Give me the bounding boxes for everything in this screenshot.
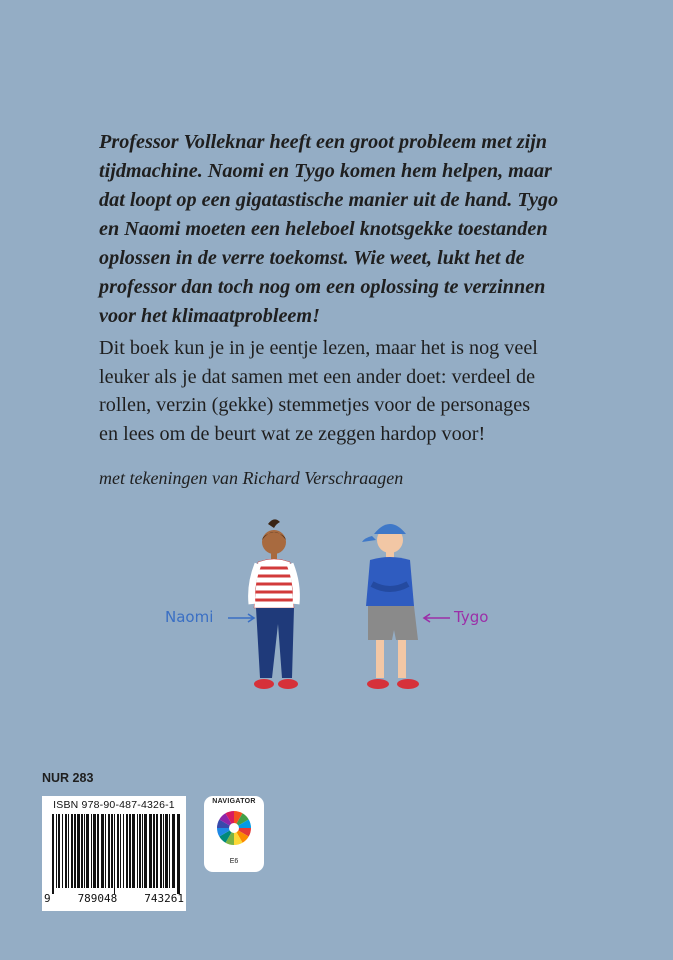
barcode-digit-group: 789048: [77, 892, 118, 905]
character-illustration: [150, 510, 510, 700]
arrow-icon: [424, 614, 450, 622]
tygo-label: Tygo: [454, 608, 489, 626]
barcode-bar: [58, 814, 60, 888]
barcode-bar: [68, 814, 69, 888]
description-line: rollen, verzin (gekke) stemmetjes voor de personages: [99, 394, 531, 416]
naomi-label: Naomi: [165, 608, 214, 626]
barcode-bars: [42, 814, 186, 894]
barcode-bar: [149, 814, 152, 888]
barcode-bar: [114, 814, 115, 894]
barcode-bar: [97, 814, 99, 888]
color-wheel-icon: [216, 810, 252, 846]
tygo-figure: [362, 524, 419, 689]
barcode-bar: [111, 814, 113, 888]
barcode-bar: [105, 814, 106, 888]
barcode-bar: [160, 814, 162, 888]
barcode-bar: [84, 814, 85, 888]
naomi-label-group: [165, 608, 254, 626]
barcode-bar: [62, 814, 63, 888]
barcode-bar: [132, 814, 135, 888]
barcode-bar: [169, 814, 170, 888]
tygo-label-group: [424, 608, 488, 626]
navigator-badge: [204, 796, 264, 872]
barcode-bar: [156, 814, 158, 888]
barcode-bar: [172, 814, 175, 888]
isbn-barcode: [42, 796, 186, 911]
barcode-bar: [86, 814, 89, 888]
nur-code: NUR 283: [42, 771, 94, 785]
blurb-line: dat loopt op een gigatastische manier uit de hand. Tygo: [99, 189, 559, 211]
blurb-line: en Naomi moeten een heleboel knotsgekke toestanden: [99, 218, 548, 240]
barcode-bar: [126, 814, 128, 888]
barcode-bar: [117, 814, 119, 888]
description-line: Dit boek kun je in je eentje lezen, maar het is nog veel: [99, 337, 538, 359]
isbn-text: ISBN 978-90-487-4326-1: [53, 799, 175, 811]
barcode-bar: [123, 814, 124, 888]
arrow-icon: [228, 614, 254, 622]
barcode-bar: [153, 814, 155, 888]
blurb-line: Professor Volleknar heeft een groot probleem met zijn: [99, 131, 548, 153]
blurb-line: oplossen in de verre toekomst. Wie weet, lukt het de: [99, 247, 525, 269]
naomi-figure: [252, 519, 298, 689]
barcode-bar: [142, 814, 143, 888]
navigator-title: NAVIGATOR: [212, 798, 256, 805]
barcode-bar: [120, 814, 121, 888]
barcode-bar: [52, 814, 54, 894]
barcode-digits: [44, 892, 184, 905]
blurb-line: professor dan toch nog om een oplossing te verzinnen: [99, 276, 546, 298]
barcode-bar: [137, 814, 138, 888]
description-text: [99, 334, 619, 448]
barcode-bar: [93, 814, 96, 888]
barcode-bar: [129, 814, 131, 888]
barcode-bar: [74, 814, 76, 888]
barcode-bar: [56, 814, 57, 888]
barcode-bar: [65, 814, 67, 888]
barcode-bar: [77, 814, 80, 888]
barcode-digit-group: 9: [44, 892, 51, 905]
illustrator-credit: met tekeningen van Richard Verschraagen: [99, 468, 404, 488]
barcode-bar: [163, 814, 164, 888]
navigator-level: E6: [229, 858, 239, 865]
barcode-bar: [165, 814, 168, 888]
barcode-bar: [177, 814, 180, 894]
blurb-text: [99, 128, 619, 331]
barcode-bar: [139, 814, 141, 888]
barcode-bar: [108, 814, 110, 888]
wheel-center: [229, 823, 239, 833]
barcode-bar: [71, 814, 73, 888]
blurb-line: tijdmachine. Naomi en Tygo komen hem helpen, maar: [99, 160, 552, 182]
description-line: leuker als je dat samen met een ander doet: verdeel de: [99, 365, 536, 388]
barcode-bar: [101, 814, 104, 888]
barcode-bar: [91, 814, 92, 888]
barcode-bar: [144, 814, 147, 888]
blurb-line: voor het klimaatprobleem!: [99, 305, 320, 327]
description-line: en lees om de beurt wat ze zeggen hardop voor!: [99, 422, 486, 445]
barcode-bar: [81, 814, 83, 888]
barcode-digit-group: 743261: [144, 892, 184, 905]
